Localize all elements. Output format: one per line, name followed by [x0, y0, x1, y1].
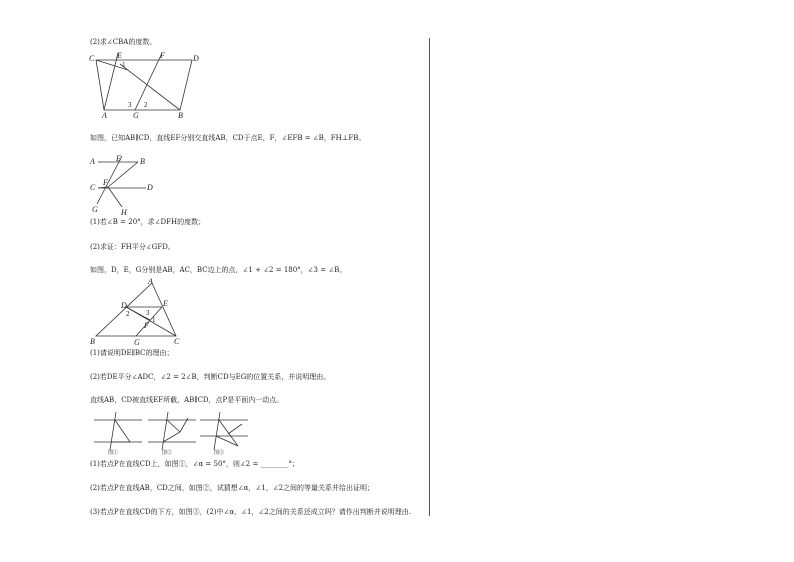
p1-figure-parallelogram [88, 50, 208, 122]
p2-figure-parallel-lines [90, 152, 160, 216]
p4-figure-2 [146, 410, 198, 454]
p3-label-b: B [90, 337, 95, 346]
p2-label-a: A [90, 157, 95, 166]
p3-figure-triangle [90, 278, 190, 346]
p3-question-2: (2)若DE平分∠ADC，∠2 = 2∠B，判断CD与EG的位置关系，并说明理由。 [90, 373, 331, 381]
p1-label-d: D [193, 54, 199, 63]
p4-figure-3 [198, 410, 250, 454]
p1-label-f: F [160, 51, 165, 60]
p4f1-line-p1 [115, 420, 130, 442]
p3-label-e: E [163, 299, 168, 308]
p2-question-1: (1)若∠B = 20°，求∠DFH的度数； [90, 218, 206, 226]
column-divider [429, 38, 430, 516]
p3-label-f: F [144, 321, 149, 330]
p4-stem: 直线AB，CD被直线EF所截，AB∥CD，点P是平面内一动点。 [90, 396, 284, 404]
p1-label-a: A [102, 111, 107, 120]
p4f2-caption: 图② [162, 451, 173, 456]
p1-label-b: B [178, 111, 183, 120]
p4f3-line-ef [214, 412, 220, 450]
p1-label-g: G [133, 111, 139, 120]
p1-line-fg [135, 53, 162, 110]
p3-triangle-abc [96, 283, 176, 336]
p4-question-1: (1)若点P在直线CD上，如图①，∠α = 50°，则∠2 = ________°； [90, 460, 300, 468]
p2-label-f: F [103, 178, 108, 187]
p4f2-line-ef [162, 412, 168, 450]
p4-question-3: (3)若点P在直线CD的下方，如图③，(2)中∠α，∠1，∠2之间的关系还成立吗？请作出判断并说明理由. [90, 508, 411, 516]
p3-stem: 如图，D，E，G分别是AB，AC，BC边上的点，∠1 + ∠2 = 180°，∠3 = ∠B。 [90, 266, 347, 274]
p4-question-2: (2)若点P在直线AB，CD之间，如图②，试猜想∠α，∠1，∠2之间的等量关系并给出证明； [90, 484, 375, 492]
p4f1-line-ef [110, 412, 116, 450]
p2-line-eg [97, 156, 122, 204]
p2-stem: 如图，已知AB∥CD，直线EF分别交直线AB，CD于点E，F，∠EFB = ∠B，FH⊥FB。 [90, 134, 366, 142]
p3-label-a: A [148, 277, 153, 286]
p1-label-3: 3 [128, 101, 132, 109]
p3-label-g: G [134, 338, 140, 347]
p2-question-2: (2)求证：FH平分∠GFD。 [90, 243, 175, 251]
p2-label-c: C [90, 183, 96, 192]
p4-figure-1 [92, 410, 144, 454]
p1-label-c: C [89, 54, 95, 63]
p2-label-e: E [116, 154, 121, 163]
p3-label-3: 3 [146, 309, 150, 317]
p1-question-2: (2)求∠CBA的度数。 [90, 38, 157, 46]
p4f1-caption: 图① [108, 451, 119, 456]
p2-line-fh [108, 187, 122, 207]
p3-label-1: 1 [152, 316, 156, 324]
p4f2-line-p1 [167, 420, 180, 432]
p3-label-c: C [174, 337, 180, 346]
p4f2-line-p2 [163, 432, 180, 442]
p1-label-2: 2 [144, 101, 148, 109]
p1-label-1: 1 [122, 61, 126, 69]
p2-label-b: B [140, 157, 145, 166]
p4f3-caption: 图③ [214, 451, 225, 456]
p3-label-d: D [121, 301, 127, 310]
p2-label-d: D [147, 183, 153, 192]
p1-line-ea [104, 53, 118, 110]
p3-label-2: 2 [126, 310, 130, 318]
p4f3-line-ray [228, 424, 242, 434]
p3-question-1: (1)请说明DE∥BC的理由； [90, 349, 174, 357]
p2-label-g: G [92, 205, 98, 214]
p2-label-h: H [121, 208, 127, 217]
p1-label-e: E [117, 51, 122, 60]
